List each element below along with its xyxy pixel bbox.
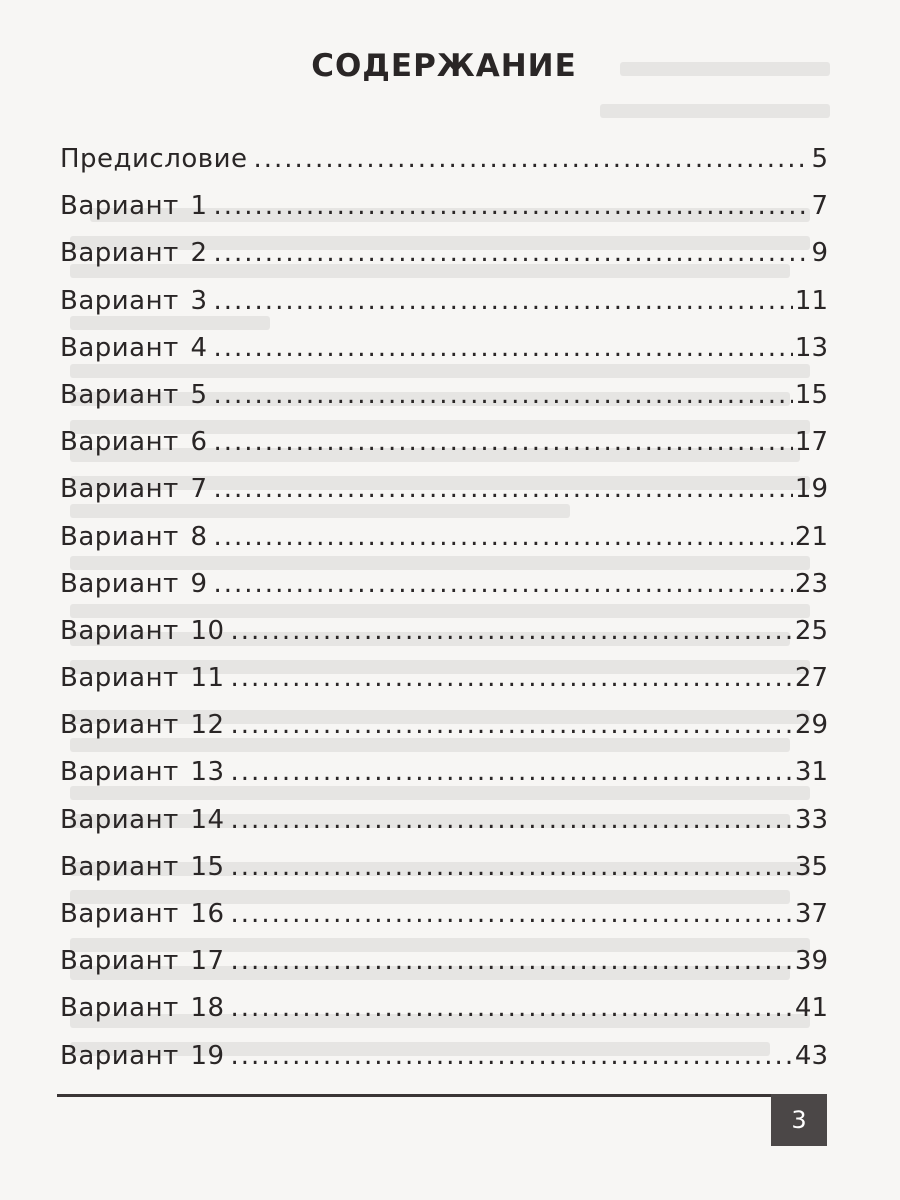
toc-entry[interactable] — [60, 891, 828, 938]
toc-entry-number: 15 — [190, 851, 225, 882]
toc-entry-title: Вариант — [60, 379, 179, 410]
toc-entry-title: Вариант — [60, 521, 179, 552]
toc-entry-number: 19 — [190, 1040, 225, 1071]
toc-entry-number: 17 — [190, 946, 225, 977]
toc-entry[interactable] — [60, 230, 828, 277]
toc-dot-leader — [231, 938, 793, 985]
toc-entry-number: 8 — [190, 521, 208, 552]
toc-entry-page: 41 — [794, 993, 828, 1024]
toc-entry-label — [60, 938, 225, 985]
page-number-badge: 3 — [771, 1094, 827, 1146]
toc-entry-label — [60, 183, 207, 230]
toc-entry-label — [60, 561, 207, 608]
toc-entry-title: Вариант — [60, 568, 179, 599]
toc-entry[interactable] — [60, 561, 828, 608]
toc-dot-leader — [213, 372, 792, 419]
toc-dot-leader — [231, 749, 793, 796]
toc-dot-leader — [213, 183, 809, 230]
toc-dot-leader — [231, 1033, 793, 1080]
toc-entry-label — [60, 230, 207, 277]
toc-entry[interactable] — [60, 183, 828, 230]
toc-entry-page: 35 — [794, 851, 828, 882]
toc-entry-label — [60, 514, 207, 561]
toc-entry-page: 5 — [811, 144, 828, 174]
toc-dot-leader — [231, 891, 793, 938]
toc-entry-number: 3 — [190, 285, 208, 316]
toc-entry-label — [60, 985, 225, 1032]
toc-entry-page: 39 — [794, 946, 828, 977]
toc-entry-label — [60, 797, 225, 844]
toc-entry-label — [60, 1033, 225, 1080]
table-of-contents — [60, 136, 828, 1080]
toc-entry-number: 9 — [190, 568, 208, 599]
toc-entry[interactable] — [60, 325, 828, 372]
toc-dot-leader — [213, 514, 792, 561]
toc-entry-label — [60, 891, 225, 938]
toc-dot-leader — [213, 466, 792, 513]
toc-entry-label — [60, 372, 207, 419]
toc-dot-leader — [213, 278, 792, 325]
toc-dot-leader — [231, 844, 793, 891]
toc-dot-leader — [231, 655, 793, 702]
toc-entry[interactable] — [60, 514, 828, 561]
toc-entry-title: Вариант — [60, 663, 179, 694]
toc-entry[interactable] — [60, 797, 828, 844]
toc-entry[interactable] — [60, 466, 828, 513]
toc-entry-page: 9 — [811, 238, 828, 269]
toc-entry-page: 29 — [794, 710, 828, 741]
toc-entry[interactable] — [60, 702, 828, 749]
page-title: СОДЕРЖАНИЕ — [311, 48, 577, 84]
toc-entry-number: 5 — [190, 379, 208, 410]
toc-entry-page: 27 — [794, 663, 828, 694]
toc-entry-title: Вариант — [60, 1040, 179, 1071]
toc-entry-title: Вариант — [60, 191, 179, 222]
toc-dot-leader — [213, 325, 792, 372]
toc-entry[interactable] — [60, 938, 828, 985]
toc-entry-title: Вариант — [60, 899, 179, 929]
toc-entry-title: Вариант — [60, 615, 179, 646]
toc-entry-title: Вариант — [60, 804, 179, 835]
toc-entry-title: Вариант — [60, 474, 179, 505]
toc-entry-page: 19 — [794, 474, 828, 505]
toc-entry-title: Вариант — [60, 427, 179, 458]
toc-dot-leader — [231, 608, 793, 655]
toc-entry-page: 13 — [794, 332, 828, 363]
toc-entry-number: 13 — [190, 757, 225, 788]
toc-entry[interactable] — [60, 1033, 828, 1080]
toc-entry-page: 23 — [794, 568, 828, 599]
toc-entry[interactable] — [60, 608, 828, 655]
toc-entry-number: 7 — [190, 474, 208, 505]
toc-entry-title: Вариант — [60, 993, 179, 1024]
toc-entry-page: 21 — [794, 521, 828, 552]
toc-entry-title: Вариант — [60, 946, 179, 977]
toc-dot-leader — [231, 797, 793, 844]
toc-dot-leader — [231, 985, 793, 1032]
toc-entry-number: 10 — [190, 615, 225, 646]
toc-entry-page: 15 — [794, 379, 828, 410]
toc-entry-label — [60, 655, 225, 702]
toc-entry-page: 43 — [794, 1040, 828, 1071]
toc-entry[interactable] — [60, 419, 828, 466]
toc-entry[interactable] — [60, 655, 828, 702]
toc-entry[interactable] — [60, 985, 828, 1032]
toc-entry-title: Вариант — [60, 238, 179, 269]
toc-entry-page: 11 — [794, 285, 828, 316]
footer-rule — [57, 1094, 771, 1097]
toc-entry[interactable] — [60, 844, 828, 891]
toc-entry-number: 16 — [190, 899, 225, 929]
toc-entry-label — [60, 278, 207, 325]
toc-entry-number: 18 — [190, 993, 225, 1024]
toc-entry-number: 6 — [190, 427, 208, 458]
toc-entry-page: 25 — [794, 615, 828, 646]
toc-dot-leader — [213, 419, 792, 466]
toc-entry-number: 1 — [190, 191, 208, 222]
toc-entry-label — [60, 136, 247, 183]
toc-entry-number: 12 — [190, 710, 225, 741]
toc-dot-leader — [253, 136, 809, 183]
toc-entry-title: Вариант — [60, 332, 179, 363]
toc-entry-label — [60, 325, 207, 372]
toc-entry-label — [60, 608, 225, 655]
toc-entry[interactable] — [60, 136, 828, 183]
toc-entry[interactable] — [60, 372, 828, 419]
toc-entry-page: 37 — [794, 899, 828, 929]
toc-entry-label — [60, 419, 207, 466]
toc-entry-title: Вариант — [60, 285, 179, 316]
toc-entry-page: 17 — [794, 427, 828, 458]
toc-entry-number: 2 — [190, 238, 208, 269]
toc-entry-number: 4 — [190, 332, 208, 363]
toc-dot-leader — [231, 702, 793, 749]
toc-entry-label — [60, 844, 225, 891]
toc-entry-number: 11 — [190, 663, 225, 694]
toc-entry-number: 14 — [190, 804, 225, 835]
toc-entry[interactable] — [60, 278, 828, 325]
toc-entry-label — [60, 749, 225, 796]
toc-dot-leader — [213, 230, 809, 277]
toc-entry-title: Предисловие — [60, 144, 248, 174]
toc-entry-page: 31 — [794, 757, 828, 788]
toc-entry-label — [60, 702, 225, 749]
toc-entry-title: Вариант — [60, 710, 179, 741]
toc-entry-page: 33 — [794, 804, 828, 835]
toc-entry-title: Вариант — [60, 851, 179, 882]
toc-dot-leader — [213, 561, 792, 608]
toc-entry-page: 7 — [811, 191, 828, 222]
toc-entry[interactable] — [60, 749, 828, 796]
toc-entry-label — [60, 466, 207, 513]
toc-entry-title: Вариант — [60, 757, 179, 788]
